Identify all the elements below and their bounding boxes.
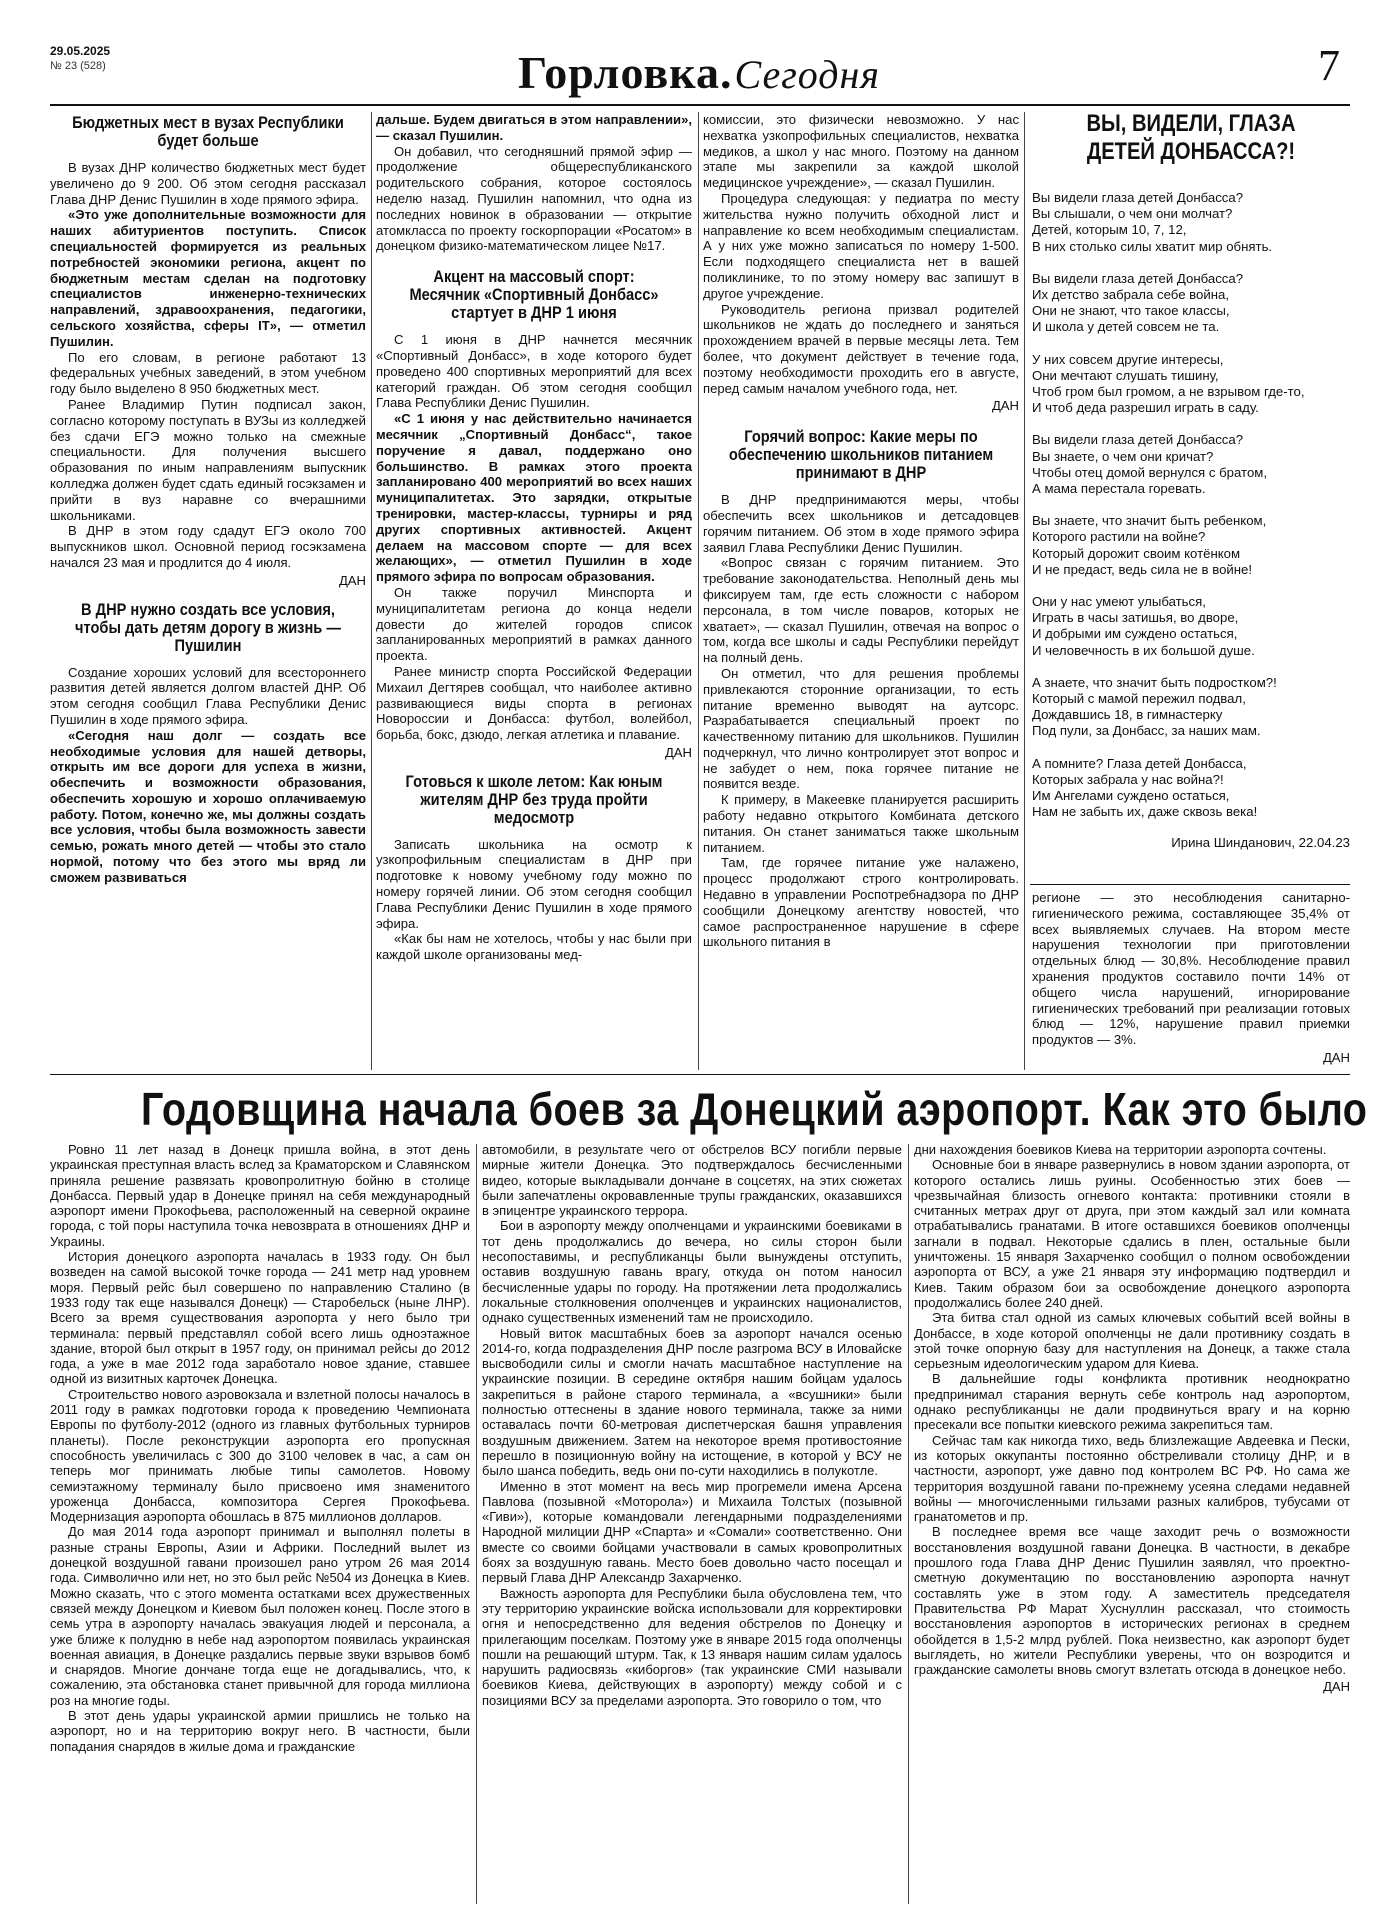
- poem-line: Вы знаете, что значит быть ребенком,: [1032, 513, 1267, 529]
- issue-number: № 23 (528): [50, 60, 106, 72]
- poem-stanza: [1032, 271, 1350, 336]
- paragraph: В ДНР в этом году сдадут ЕГЭ около 700 выпускников школ. Основной период госэкзамена начался 23 мая и продлится до 4 июля.: [50, 523, 366, 570]
- poem-line: Вы видели глаза детей Донбасса?: [1032, 190, 1244, 205]
- poem-line: Который с мамой пережил подвал,: [1032, 691, 1246, 707]
- poem-line: Их детство забрала себе война,: [1032, 287, 1230, 303]
- poem-line: И школа у детей совсем не та.: [1032, 319, 1220, 335]
- paragraph: Основные бои в январе развернулись в новом здании аэропорта, от которого остались лишь руины. Особенностью этих боев — чрезвычайная близость огневого контакта: противники стояли в считанных метрах друг от друга, при этом каждый зал или комната отрабатывались гранатами. В итоге оставшихся боевиков ополченцы загнали в подвал. Некоторые сдались в плен, остальные были уничтожены. 15 января Захарченко сообщил о полном освобождении аэропорта от ВСУ, а уже 21 января эту информацию подтвердил и Киев. Таким образом бои за освобождение донецкого аэропорта продолжались более 240 дней.: [914, 1157, 1350, 1310]
- column-divider: [698, 112, 699, 1070]
- main-column-2: [482, 1142, 902, 1708]
- poem-line: А знаете, что значит быть подростком?!: [1032, 674, 1277, 690]
- column-3: [703, 112, 1019, 950]
- paragraph: Руководитель региона призвал родителей школьников не ждать до последнего и заняться прохождением врачей в первые месяцы лета. Тем более, что документ действует в течение года, поэтому необходимости проходить его в августе, перед самым началом учебного года, нет.: [703, 301, 1019, 396]
- article-headline: Готовься к школе летом: Как юным жителям ДНР без труда пройти медосмотр: [405, 771, 663, 827]
- paragraph: Ранее министр спорта Российской Федерации Михаил Дегтярев сообщал, что наиболее активно развивающиеся виды спорта в регионах Новороссии и Донбасса: футбол, волейбол, борьба, бокс, дзюдо, легкая атлетика и плавание.: [376, 663, 692, 743]
- poem-line: И не предаст, ведь сила не в войне!: [1032, 561, 1253, 577]
- poem-line: А помните? Глаза детей Донбасса,: [1032, 755, 1247, 771]
- paragraph-continuation: регионе — это несоблюдения санитарно-гигиенического режима, составляющее 35,4% от всех выявляемых случаев. На втором месте нарушения технологии при приготовлении отдельных блюд — 30,8%. Несоблюдение правил хранения продуктов составило почти 14% от общего числа нарушений, игнорирование гигиенических требований при реализации готовых блюд — 12%, нарушение правил приемки продуктов — 3%.: [1032, 890, 1350, 1048]
- main-article-rule: [50, 1074, 1350, 1075]
- poem-box: [1032, 110, 1350, 851]
- masthead: [518, 46, 880, 99]
- paragraph: Он также поручил Минспорта и муниципалитетам региона до конца недели довести до жителей городов список запланированных мероприятий в рамках данного проекта.: [376, 584, 692, 664]
- column-divider: [1024, 112, 1025, 1070]
- issue-date: 29.05.2025: [50, 44, 111, 58]
- poem-stanza: [1032, 594, 1350, 659]
- poem-line: Играть в часы затишья, во дворе,: [1032, 610, 1239, 626]
- poem-line: Вы видели глаза детей Донбасса?: [1032, 432, 1244, 448]
- main-headline: Годовщина начала боев за Донецкий аэропорт. Как это было: [141, 1083, 1368, 1135]
- masthead-italic: Сегодня: [734, 52, 880, 97]
- paragraph: Он отметил, что для решения проблемы привлекаются сторонние организации, то есть питание временно выводят на аутсорс. Разрабатывается специальный проект по качественному питанию для школьников. Пушилин подчеркнул, что лично контролирует этот вопрос и не забудет о нем, пока горячее питание не появится везде.: [703, 665, 1019, 792]
- article-headline: В ДНР нужно создать все условия, чтобы дать детям дорогу в жизнь — Пушилин: [75, 599, 341, 655]
- paragraph: Записать школьника на осмотр к узкопрофильным специалистам в ДНР при подготовке к новому учебному году можно по номеру горячей линии. Об этом сегодня сообщил Глава Республики Денис Пушилин в ходе прямого эфира.: [376, 836, 692, 931]
- poem-line: И добрыми им суждено остаться,: [1032, 626, 1238, 642]
- header-rule: [50, 104, 1350, 106]
- poem-line: Чтобы отец домой вернулся с братом,: [1032, 464, 1268, 480]
- article-headline: Бюджетных мест в вузах Республики будет больше: [72, 113, 344, 150]
- paragraph: В этот день удары украинской армии пришлись не только на аэропорт, но и на территорию вокруг него. В частности, были попадания снарядов в жилые дома и гражданские: [50, 1707, 470, 1754]
- paragraph: Эта битва стал одной из самых ключевых событий всей войны в Донбассе, в ходе которой ополченцы не дали противнику создать в этой точке опорную базу для наступления на Донецк, а также стала серьезным идеологическим ударом для Киева.: [914, 1310, 1350, 1372]
- paragraph: В вузах ДНР количество бюджетных мест будет увеличено до 9 200. Об этом сегодня рассказал Глава ДНР Денис Пушилин в ходе прямого эфира.: [50, 160, 366, 207]
- poem-line: Дождавшись 18, в гимнастерку: [1032, 707, 1223, 723]
- poem-stanza: [1032, 190, 1350, 255]
- quote-paragraph: «Сегодня наш долг — создать все необходимые условия для нашей детворы, открыть им все дороги для успеха в жизни, обеспечить и возможности образования, обеспечить хорошую и хорошо оплачиваемую работу. Потом, конечно же, мы должны создать все условия, чтобы была возможность завести семью, рожать много детей — чтобы это стало нормой, потому что без этого мы вряд ли сможем развиваться: [50, 727, 366, 885]
- paragraph: «Как бы нам не хотелось, чтобы у нас были при каждой школе организованы мед-: [376, 931, 692, 963]
- column-1: [50, 110, 366, 886]
- quote-continuation: дальше. Будем двигаться в этом направлении», — сказал Пушилин.: [376, 112, 692, 143]
- masthead-main: Горловка.: [518, 47, 733, 98]
- poem-line: Чтоб гром был громом, а не взрывом где-то,: [1032, 384, 1305, 400]
- paragraph: Сейчас там как никогда тихо, ведь близлежащие Авдеевка и Пески, из которых оккупанты постоянно обстреливали столицу ДНР, и в частности, аэропорт, уже давно под контролем ВС РФ. Но сама же территория воздушной гавани по-прежнему усеяна следами недавней войны — многочисленными гильзами разных калибров, тубусами от гранатометов и пр.: [914, 1432, 1350, 1525]
- poem-line: У них совсем другие интересы,: [1032, 351, 1224, 367]
- article-headline: Акцент на массовый спорт: Месячник «Спортивный Донбасс» стартует в ДНР 1 июня: [409, 267, 659, 323]
- poem-line: Детей, которым 10, 7, 12,: [1032, 222, 1187, 238]
- paragraph: «Вопрос связан с горячим питанием. Это требование законодательства. Неполный день мы фиксируем там, где есть сложности с набором персонала, в том числе поваров, которых не хватает», — сказал Пушилин, отвечая на вопрос о том, когда все школы и сады Республики перейдут на полный день.: [703, 555, 1019, 666]
- poem-line: Под пули, за Донбасс, за наших мам.: [1032, 723, 1261, 739]
- poem-line: И чтоб деда разрешил играть в саду.: [1032, 400, 1259, 416]
- paragraph: Именно в этот момент на весь мир прогремели имена Арсена Павлова (позывной «Моторола») и Михаила Толстых (позывной «Гиви»), которые командовали легендарными подразделениями Народной милиции ДНР «Спарта» и «Сомали» соответственно. Они вместе со своими бойцами участвовали в самых кровопролитных боях за воздушную гавань. Место боев довольно часто посещал и первый Глава ДНР Александр Захарченко.: [482, 1478, 902, 1586]
- paragraph: Там, где горячее питание уже налажено, процесс продолжают строго контролировать. Недавно в управлении Роспотребнадзора по ДНР сообщили Донецкому агентству новостей, что самое распространенное нарушение в сфере школьного питания в: [703, 855, 1019, 950]
- paragraph: Ровно 11 лет назад в Донецк пришла война, в этот день украинская преступная власть вслед за Краматорском и Славянском приняла решение развязать кровопролитную бойню в столице Донбасса. Первый удар в Донецке принял на себя международный аэропорт имени Прокофьева, расположенный на северной окраине города, с той поры наступила точка невозврата в отношениях ДНР и Украины.: [50, 1142, 470, 1249]
- paragraph: Создание хороших условий для всестороннего развития детей является долгом властей ДНР. Об этом сегодня сообщил Глава Республики Денис Пушилин в ходе прямого эфира.: [50, 664, 366, 727]
- poem-line: Нам не забыть их, даже сквозь века!: [1032, 804, 1258, 820]
- signature: ДАН: [1323, 1679, 1350, 1695]
- signature: ДАН: [664, 744, 692, 760]
- paragraph: В последнее время все чаще заходит речь о возможности восстановления воздушной гавани Донецка. В частности, в декабре прошлого года Глава ДНР Денис Пушилин заявлял, что проектно-сметную документацию по восстановлению аэропорта начнут составлять уже в этом году. А заместитель председателя Правительства РФ Марат Хуснуллин рассказал, что стоимость восстановления аэропортов в исторических регионах в среднем обойдется в 1,5-2 млрд рублей. Пока неизвестно, как аэропорт будет выглядеть, но жители Республики уверены, что он возродится и гражданские самолеты вновь смогут взлетать отсюда в донецкое небо.: [914, 1524, 1350, 1678]
- poem-line: Вы видели глаза детей Донбасса?: [1032, 270, 1244, 286]
- main-column-3: [914, 1142, 1350, 1695]
- paragraph: До мая 2014 года аэропорт принимал и выполнял полеты в разные страны Европы, Азии и Африки. Последний вылет из донецкой воздушной гавани произошел рано утром 26 мая 2014 года. Символично или нет, но это был рейс №504 из Донецка в Киев. Можно сказать, что с этого момента остатками всех дружественных связей между Донецком и Киевом был положен конец. После этого в семь утра в аэропорту началась эвакуация людей и персонала, а уже ближе к полудню в небе над аэропортом появилась украинская военная авиация, в Донецке раздались первые звуки взрывов бомб и снарядов. Многие дончане тогда еще не догадывались, что, к сожалению, эта обстановка станет привычной для города миллиона роз на многие годы.: [50, 1524, 470, 1708]
- poem-line: Вы знаете, о чем они кричат?: [1032, 448, 1214, 464]
- paragraph: Новый виток масштабных боев за аэропорт начался осенью 2014-го, когда подразделения ДНР после разгрома ВСУ в Иловайске высвободили силы и смогли начать масштабное наступление на украинские позиции. В середине октября нашим бойцам удалось закрепиться в районе старого терминала, а «всушники» были полностью оттеснены в здание нового терминала, также за ними оставалась почти 60-метровая диспетчерская башня управления воздушным движением. Затем на некоторое время противостояние перешло в позиционную войну на истощение, в которой у ВСУ не было шанса победить, ведь они по-сути находились в полукотле.: [482, 1325, 902, 1479]
- column-4-bottom: [1032, 890, 1350, 1066]
- poem-line: Которых забрала у нас война?!: [1032, 771, 1224, 787]
- poem-stanza: [1032, 756, 1350, 821]
- main-column-1: [50, 1142, 470, 1754]
- paragraph: Бои в аэропорту между ополченцами и украинскими боевиками в тот день продолжались до вечера, но силы сторон были несопоставимы, и республиканцы были вынуждены отступить, оставив воздушную гавань врагу, откуда он потом наносил бесчисленные удары по городу. На протяжении лета продолжались локальные столкновения ополченцев и украинских националистов, однако существенных изменений там не происходило.: [482, 1218, 902, 1326]
- paragraph-continuation: дни нахождения боевиков Киева на территории аэропорта сочтены.: [914, 1142, 1327, 1157]
- column-2: [376, 112, 692, 963]
- poem-line: А мама перестала горевать.: [1032, 481, 1206, 497]
- paragraph-continuation: автомобили, в результате чего от обстрелов ВСУ погибли первые мирные жители Донецка. Это подтверждалось бесчисленными видео, которые выкладывали дончане в соцсетях, на этих сюжетах были запечатлены окровавленные трупы гражданских, оказавшихся в эпицентре украинского террора.: [482, 1142, 902, 1219]
- paragraph: Важность аэропорта для Республики была обусловлена тем, что эту территорию украинские войска использовали для корректировки огня и непосредственно для ведения обстрелов по Донецку и прилегающим поселкам. Поэтому уже в январе 2015 года ополченцы пошли на решающий штурм. Так, к 13 января нашим силам удалось нарушить радиосвязь «киборгов» (так украинские СМИ называли боевиков Киева, действующих в аэропорту) между собой и с позициями ВСУ за пределами аэропорта. Это говорило о том, что: [482, 1585, 902, 1708]
- paragraph: Ранее Владимир Путин подписал закон, согласно которому поступать в ВУЗы из колледжей без сдачи ЕГЭ можно только на смежные специальности. Для получения высшего образования по иным направлениям выпускник колледжа должен будет сдать единый госэкзамен и прийти в вуз наравне со вчерашними школьниками.: [50, 396, 366, 523]
- poem-stanzas: [1032, 190, 1350, 821]
- quote-paragraph: «С 1 июня у нас действительно начинается месячник „Спортивный Донбасс“, такое поручение я давал, поддержано оно большинство. В рамках этого проекта запланировано 400 мероприятий во всех наших муниципалитетах. Это зарядки, открытые тренировки, мастер-классы, турниры и ряд других спортивных активностей. Акцент делаем на массовом спорте — для всех желающих», — отметил Пушилин в ходе прямого эфира по вопросам образования.: [376, 411, 692, 585]
- quote-paragraph: «Это уже дополнительные возможности для наших абитуриентов поступить. Список специальностей формируется из реальных потребностей экономики региона, акцент по бюджетным местам сделан на подготовку специалистов инженерно-технических направлений, здравоохранения, педагогики, сельского хозяйства, сферы IT», — отметил Пушилин.: [50, 207, 366, 349]
- paragraph: В дальнейшие годы конфликта противник неоднократно предпринимал старания вернуть себе контроль над аэропортом, однако республиканцы не дали продвинуться врагу и на корню пресекали все попытки киевского режима закрепиться там.: [914, 1371, 1350, 1433]
- poem-stanza: [1032, 352, 1350, 417]
- paragraph: Процедура следующая: у педиатра по месту жительства нужно получить обходной лист и направление ко всем необходимым специалистам. А у них уже можно записаться по номеру 1-500. Если подходящего специалиста нет в вашей поликлинике, то по этому номеру вас запишут в другое учреждение.: [703, 190, 1019, 301]
- signature: ДАН: [991, 398, 1019, 414]
- signature: ДАН: [338, 572, 366, 588]
- poem-title: ВЫ, ВИДЕЛИ, ГЛАЗА ДЕТЕЙ ДОНБАССА?!: [1086, 110, 1296, 165]
- paragraph: К примеру, в Макеевке планируется расширить работу недавно открытого Комбината детского питания. Он станет заниматься также школьным питанием.: [703, 792, 1019, 855]
- poem-line: Они не знают, что такое классы,: [1032, 303, 1230, 319]
- paragraph: История донецкого аэропорта началась в 1933 году. Он был возведен на самой высокой точке города — 241 метр над уровнем моря. Первый рейс был совершено по направлению Сталино (в 1933 году так еще назывался Донецк) — Старобельск (ныне ЛНР). Всего за время существования аэропорта у него было три терминала: первый представлял собой всего лишь одноэтажное здание, второй был открыт в 1957 году, он принимал рейсы до 2012 года, а уже в мае 2012 года заработало новое здание, ставшее одной из визитных карточек Донецка.: [50, 1249, 470, 1387]
- paragraph: Он добавил, что сегодняшний прямой эфир — продолжение общереспубликанского родительского собрания, которое состоялось неделю назад. Пушилин напомнил, что одна из последних новинок в образовании — открытие атомкласса по проекту госкорпорации «Росатом» в донецком физико-математическом лицее №17.: [376, 143, 692, 254]
- paragraph: С 1 июня в ДНР начнется месячник «Спортивный Донбасс», в ходе которого будет проведено 400 спортивных мероприятий для всех категорий граждан. Об этом сегодня сообщил Глава Республики Денис Пушилин.: [376, 332, 692, 411]
- poem-line: Который дорожит своим котёнком: [1032, 545, 1241, 561]
- poem-line: Им Ангелами суждено остаться,: [1032, 788, 1230, 804]
- poem-stanza: [1032, 675, 1350, 740]
- poem-line: Которого растили на войне?: [1032, 529, 1206, 545]
- poem-line: Вы слышали, о чем они молчат?: [1032, 206, 1233, 222]
- poem-stanza: [1032, 432, 1350, 497]
- poem-stanza: [1032, 513, 1350, 578]
- paragraph: Строительство нового аэровокзала и взлетной полосы началось в 2011 году в рамках подготовки города к проведению Чемпионата Европы по футболу-2012 (одного из главных футбольных турниров планеты). После реконструкции аэропорта его пропускная способность увеличилась с 300 до 3100 человек в час, а сам он теперь мог принимать любые типы самолетов. Новому семиэтажному терминалу было присвоено имя знаменитого уроженца Донбасса, композитора Сергея Прокофьева. Модернизация аэропорта обошлась в 875 миллионов долларов.: [50, 1386, 470, 1525]
- column-divider: [476, 1144, 477, 1904]
- poem-line: Они мечтают слушать тишину,: [1032, 367, 1219, 383]
- column-divider: [371, 112, 372, 1070]
- paragraph-continuation: комиссии, это физически невозможно. У нас нехватка узкопрофильных специалистов, нехватка медиков, а школ у нас много. Поэтому на данном этапе мы закрепили за каждой школой медицинское учреждение», — сказал Пушилин.: [703, 112, 1019, 191]
- poem-line: Они у нас умеют улыбаться,: [1032, 594, 1206, 610]
- signature: ДАН: [1322, 1049, 1350, 1065]
- paragraph: В ДНР предпринимаются меры, чтобы обеспечить всех школьников и детсадовцев горячим питанием. Об этом в ходе прямого эфира заявил Глава Республики Денис Пушилин.: [703, 492, 1019, 555]
- poem-line: В них столько силы хватит мир обнять.: [1032, 238, 1273, 254]
- paragraph: По его словам, в регионе работают 13 федеральных учебных заведений, в этом учебном году было выделено 8 950 бюджетных мест.: [50, 349, 366, 397]
- poem-author: Ирина Шинданович, 22.04.23: [1171, 834, 1350, 850]
- poem-line: И человечность в их большой душе.: [1032, 642, 1255, 658]
- article-headline: Горячий вопрос: Какие меры по обеспечению школьников питанием принимают в ДНР: [728, 427, 994, 483]
- poem-box-rule: [1030, 884, 1350, 885]
- column-divider: [908, 1144, 909, 1904]
- page-number: 7: [1318, 41, 1340, 90]
